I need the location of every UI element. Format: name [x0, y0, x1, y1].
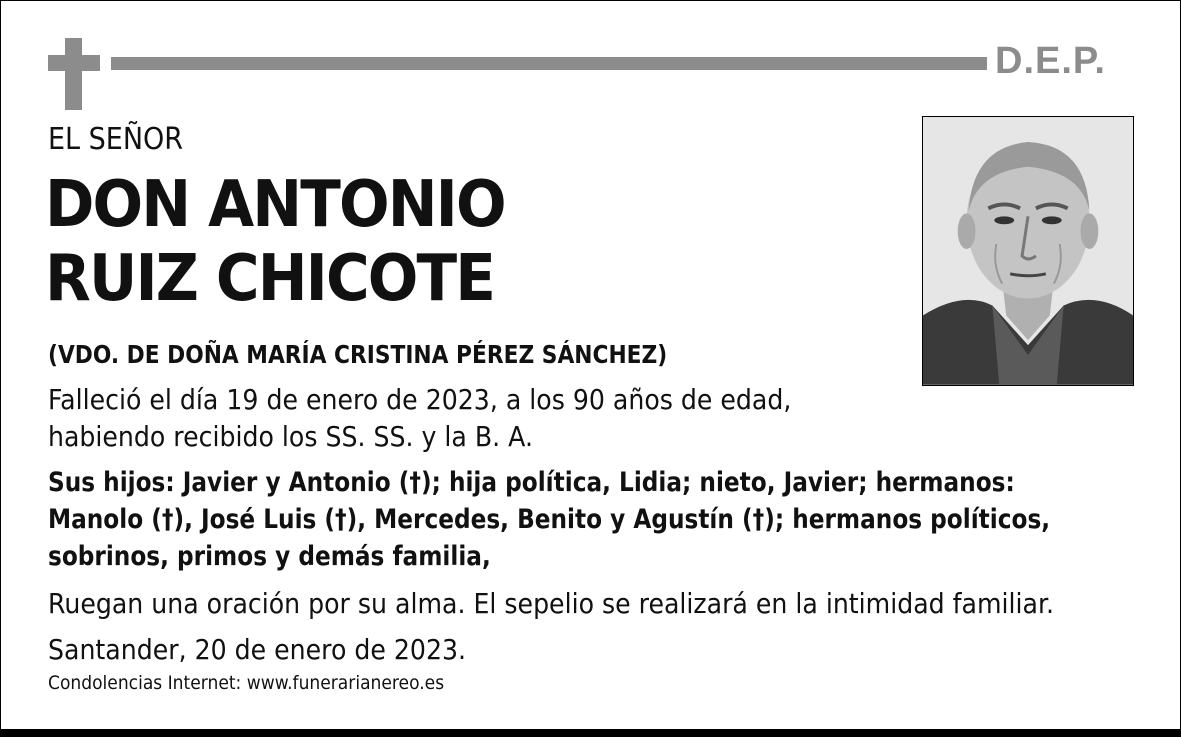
header-rule — [111, 57, 987, 70]
portrait-icon — [923, 117, 1133, 385]
name-line: RUIZ CHICOTE — [45, 242, 495, 316]
portrait-photo — [922, 116, 1134, 386]
bottom-rule — [1, 729, 1180, 736]
family-list — [48, 464, 1050, 575]
death-line: habiendo recibido los SS. SS. y la B. A. — [48, 420, 533, 453]
death-line: Falleció el día 19 de enero de 2023, a los 90 años de edad, — [48, 383, 792, 416]
family-line: sobrinos, primos y demás familia, — [48, 541, 491, 572]
prayer-request: Ruegan una oración por su alma. El sepelio se realizará en la intimidad familiar. — [48, 587, 1055, 620]
cross-icon — [48, 38, 100, 110]
name-line: DON ANTONIO — [45, 168, 505, 242]
title-prefix: EL SEÑOR — [48, 122, 184, 157]
family-line: Manolo (†), José Luis (†), Mercedes, Benito y Agustín (†); hermanos políticos, — [48, 504, 1051, 535]
deceased-name — [45, 168, 505, 316]
family-line: Sus hijos: Javier y Antonio (†); hija política, Lidia; nieto, Javier; hermanos: — [48, 467, 1015, 498]
death-details — [48, 381, 791, 455]
place-date: Santander, 20 de enero de 2023. — [48, 633, 467, 666]
condolences-web: Condolencias Internet: www.funerarianereo.es — [48, 672, 445, 694]
dep-label: D.E.P. — [995, 40, 1106, 82]
widow-of: (VDO. DE DOÑA MARÍA CRISTINA PÉREZ SÁNCHEZ) — [48, 340, 668, 369]
